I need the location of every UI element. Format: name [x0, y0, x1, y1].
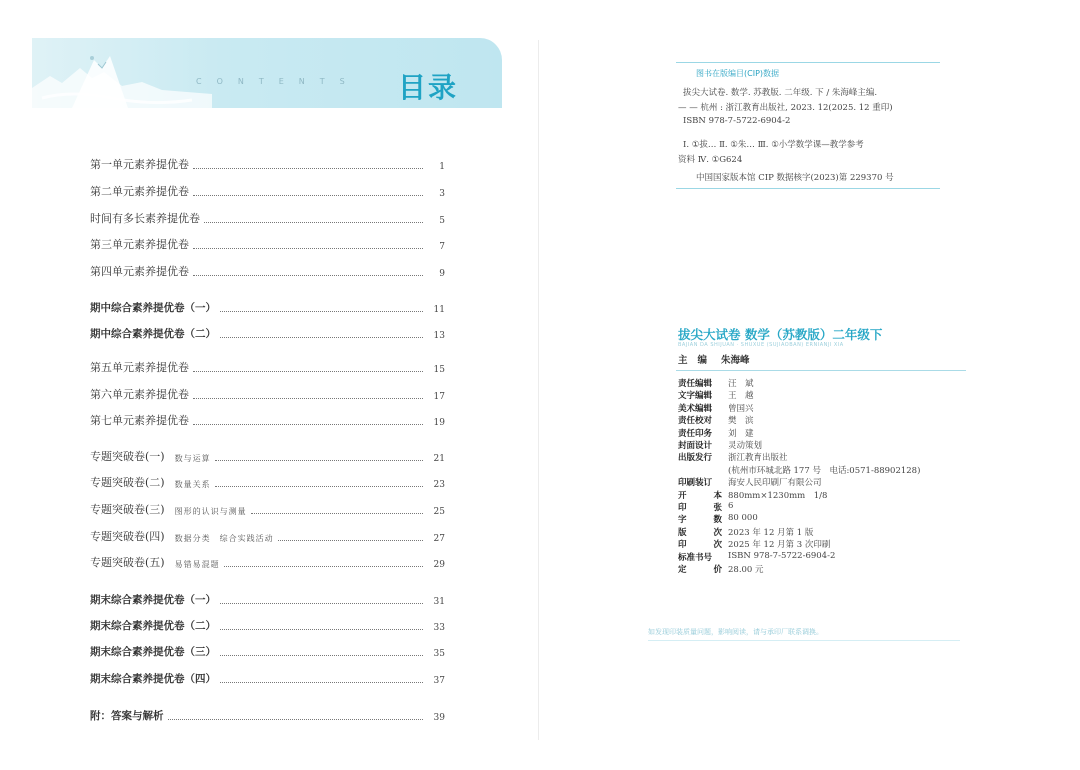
- toc-entry-page: 23: [433, 480, 445, 490]
- toc-dot-leader: [278, 540, 423, 541]
- toc-entry: [90, 236, 445, 252]
- book-title: 拔尖大试卷 数学（苏教版）二年级下: [678, 327, 883, 342]
- page-title: 目录: [398, 71, 459, 104]
- colophon-value: 2023 年 12 月第 1 版: [728, 527, 814, 538]
- colophon-row: [678, 476, 822, 488]
- colophon-key: 印 次: [678, 540, 722, 551]
- toc-entry-page: 21: [433, 454, 445, 464]
- toc-entry-label: 期中综合素养提优卷（二）: [90, 328, 216, 340]
- toc-entry-label: 第七单元素养提优卷: [90, 414, 189, 427]
- colophon-value: 汪 斌: [728, 379, 754, 389]
- colophon-value: 海安人民印刷厂有限公司: [728, 478, 822, 489]
- colophon-row: [678, 513, 758, 525]
- notice-rule: [648, 640, 960, 641]
- colophon-key: 责任印务: [678, 428, 713, 439]
- toc-entry-label: 第四单元素养提优卷: [90, 265, 189, 278]
- toc-entry: [90, 183, 445, 199]
- toc-entry-page: 37: [433, 676, 445, 686]
- colophon-key: 开 本: [678, 490, 722, 501]
- colophon-key: 版 次: [678, 527, 722, 538]
- toc-entry-subtitle: 数量关系: [174, 480, 211, 489]
- colophon-row: [678, 489, 827, 501]
- toc-entry-label: 附：答案与解析: [90, 710, 164, 722]
- contents-word: CONTENTS: [196, 77, 360, 86]
- toc-entry-label: 期末综合素养提优卷（三）: [90, 646, 216, 658]
- toc-entry-page: 29: [433, 560, 445, 570]
- cip-line-5: 资料 Ⅳ. ①G624: [678, 155, 743, 165]
- colophon-row: [678, 439, 762, 451]
- toc-entry-label: 第二单元素养提优卷: [90, 185, 189, 198]
- toc-entry: [90, 528, 445, 544]
- toc-entry-page: 39: [433, 713, 445, 723]
- cip-bottom-rule: [676, 188, 940, 189]
- colophon-key: 封面设计: [678, 441, 713, 451]
- toc-entry-page: 9: [439, 269, 445, 279]
- colophon-key: 责任编辑: [678, 379, 713, 389]
- toc-dot-leader: [215, 460, 423, 461]
- toc-entry-page: 25: [433, 507, 445, 517]
- toc-dot-leader: [220, 682, 423, 683]
- toc-entry-page: 35: [433, 649, 445, 659]
- colophon-value: 樊 滨: [728, 416, 754, 427]
- toc-entry: [90, 670, 445, 686]
- toc-dot-leader: [224, 566, 423, 567]
- toc-dot-leader: [220, 603, 423, 604]
- colophon-row: [678, 464, 920, 476]
- colophon-value: 灵动策划: [728, 441, 763, 451]
- chief-editor-value: 朱海峰: [721, 355, 750, 366]
- colophon-rule: [676, 370, 966, 371]
- toc-dot-leader: [220, 655, 423, 656]
- colophon-row: [678, 451, 788, 463]
- toc-entry: [90, 359, 445, 375]
- toc-entry-page: 1: [439, 162, 445, 172]
- colophon-row: [678, 427, 754, 439]
- colophon-key: 出版发行: [678, 453, 713, 464]
- toc-dot-leader: [204, 222, 423, 223]
- colophon-value: 28.00 元: [728, 565, 764, 575]
- chief-editor: [678, 352, 750, 366]
- colophon-key: 印 张: [678, 503, 722, 513]
- quality-notice: 如发现印装质量问题，影响阅读，请与承印厂联系调换。: [648, 628, 823, 636]
- toc-entry-label: 期末综合素养提优卷（一）: [90, 594, 216, 606]
- colophon-value: 6: [728, 501, 734, 511]
- colophon-key: 美术编辑: [678, 403, 713, 414]
- book-subtitle: BAJIAN DA SHIJUAN · SHUXUE (SUJIAOBAN) ERNIANJI XIA: [678, 342, 844, 348]
- toc-entry: [90, 643, 445, 659]
- toc-entry-label: 第三单元素养提优卷: [90, 238, 189, 251]
- colophon-row: [678, 414, 754, 426]
- toc-entry-label: 第五单元素养提优卷: [90, 361, 189, 374]
- colophon-value: 曾国兴: [728, 403, 754, 414]
- toc-entry-label: 专题突破卷(五): [90, 556, 165, 569]
- toc-entry-label: 第一单元素养提优卷: [90, 158, 189, 171]
- toc-entry: [90, 386, 445, 402]
- cip-line-1: 拔尖大试卷. 数学. 苏教版. 二年级. 下 / 朱海峰主编.: [683, 88, 878, 98]
- toc-entry-page: 3: [439, 189, 445, 199]
- toc-entry-label: 时间有多长素养提优卷: [90, 212, 200, 225]
- toc-entry-page: 27: [433, 534, 445, 544]
- colophon-row: [678, 501, 733, 513]
- toc-entry-label: 专题突破卷(四): [90, 530, 165, 543]
- toc-entry-page: 13: [433, 331, 445, 341]
- toc-entry: [90, 474, 445, 490]
- toc-entry: [90, 210, 445, 226]
- toc-dot-leader: [193, 168, 423, 169]
- toc-dot-leader: [220, 311, 423, 312]
- toc-entry-subtitle: 易错易混题: [174, 560, 220, 569]
- toc-dot-leader: [220, 337, 423, 338]
- cip-line-3: ISBN 978-7-5722-6904-2: [683, 116, 791, 126]
- chief-editor-key: 主编: [678, 355, 718, 366]
- toc-entry-subtitle: 图形的认识与测量: [174, 507, 247, 516]
- toc-entry: [90, 156, 445, 172]
- colophon-key: 印刷装订: [678, 478, 713, 489]
- cip-heading: 图书在版编目(CIP)数据: [696, 69, 780, 78]
- toc-dot-leader: [220, 629, 423, 630]
- toc-entry-subtitle: 数与运算: [174, 454, 211, 463]
- toc-dot-leader: [193, 275, 423, 276]
- toc-dot-leader: [193, 195, 423, 196]
- toc-dot-leader: [193, 248, 423, 249]
- toc-dot-leader: [193, 371, 423, 372]
- toc-entry: [90, 617, 445, 633]
- toc-entry: [90, 501, 445, 517]
- toc-entry: [90, 554, 445, 570]
- colophon-value: ISBN 978-7-5722-6904-2: [728, 550, 836, 561]
- toc-entry-page: 11: [433, 305, 445, 315]
- colophon-key: 责任校对: [678, 416, 713, 427]
- toc-entry-label: 第六单元素养提优卷: [90, 388, 189, 401]
- colophon-row: [678, 389, 754, 401]
- toc-dot-leader: [193, 398, 423, 399]
- colophon-row: [678, 402, 754, 414]
- toc-entry-page: 19: [433, 418, 445, 428]
- cip-line-6: 中国国家版本馆 CIP 数据核字(2023)第 229370 号: [696, 173, 894, 183]
- toc-entry: [90, 263, 445, 279]
- toc-entry: [90, 591, 445, 607]
- colophon-row: [678, 551, 835, 563]
- colophon-row: [678, 538, 830, 550]
- toc-entry: [90, 325, 445, 341]
- cip-line-4: Ⅰ. ①拔… Ⅱ. ①朱… Ⅲ. ①小学数学课—教学参考: [683, 140, 864, 150]
- toc-entry-label: 专题突破卷(一): [90, 450, 165, 463]
- toc-dot-leader: [215, 486, 423, 487]
- colophon-row: [678, 526, 813, 538]
- toc-entry-label: 期末综合素养提优卷（二）: [90, 620, 216, 632]
- colophon-value: 880mm×1230mm 1/8: [728, 490, 828, 501]
- toc-entry-subtitle: 数据分类 综合实践活动: [174, 534, 274, 543]
- toc-entry-label: 专题突破卷(三): [90, 503, 165, 516]
- colophon-key: 定 价: [678, 565, 722, 575]
- colophon-value: 浙江教育出版社: [728, 453, 788, 464]
- toc-entry: [90, 299, 445, 315]
- toc-entry: [90, 707, 445, 723]
- toc-entry-label: 期末综合素养提优卷（四）: [90, 673, 216, 685]
- toc-entry-page: 17: [433, 392, 445, 402]
- toc-entry-page: 31: [433, 597, 445, 607]
- snowy-landscape-icon: [32, 38, 212, 108]
- colophon-value: (杭州市环城北路 177 号 电话:0571-88902128): [728, 465, 921, 476]
- toc-entry-label: 期中综合素养提优卷（一）: [90, 302, 216, 314]
- colophon-key: 文字编辑: [678, 391, 713, 402]
- colophon-value: 刘 建: [728, 428, 754, 439]
- page-gutter: [538, 40, 539, 740]
- toc-entry: [90, 448, 445, 464]
- toc-dot-leader: [168, 719, 424, 720]
- colophon-key: 标准书号: [678, 552, 713, 563]
- toc-entry-page: 5: [439, 216, 445, 226]
- cip-top-rule: [676, 62, 940, 63]
- cip-line-2: — — 杭州 : 浙江教育出版社, 2023. 12(2025. 12 重印): [678, 103, 893, 113]
- colophon-row: [678, 563, 764, 575]
- colophon-value: 王 越: [728, 391, 754, 402]
- colophon-row: [678, 377, 754, 389]
- colophon-value: 80 000: [728, 513, 758, 524]
- toc-entry-page: 33: [433, 623, 445, 633]
- colophon-key: [678, 464, 722, 476]
- colophon-key: 字 数: [678, 515, 722, 526]
- toc-entry: [90, 412, 445, 428]
- toc-dot-leader: [251, 513, 423, 514]
- toc-entry-page: 7: [439, 242, 445, 252]
- colophon-value: 2025 年 12 月第 3 次印刷: [728, 540, 831, 551]
- left-page-toc: [0, 0, 538, 770]
- toc-entry-label: 专题突破卷(二): [90, 476, 165, 489]
- toc-entry-page: 15: [433, 365, 445, 375]
- toc-dot-leader: [193, 424, 423, 425]
